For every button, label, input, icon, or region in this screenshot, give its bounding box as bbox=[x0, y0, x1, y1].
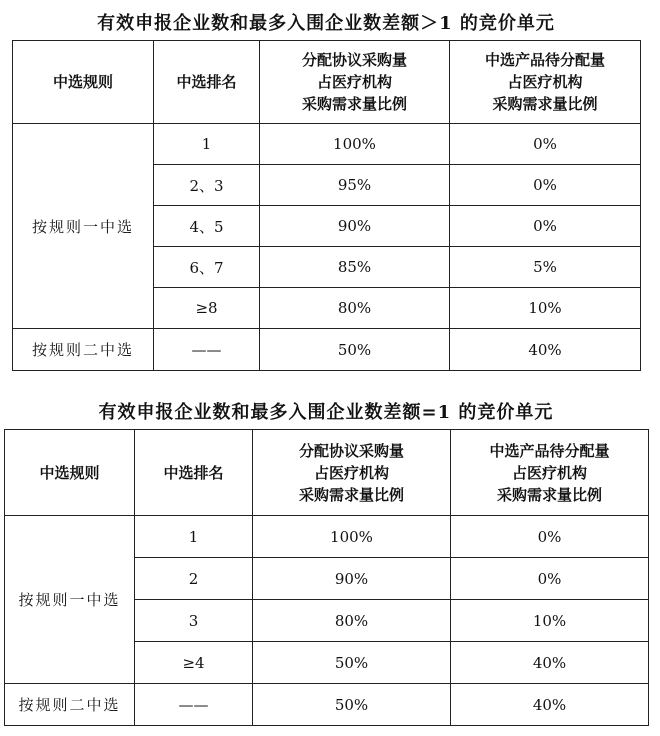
table1-section bbox=[12, 10, 640, 371]
alloc-cell: 50% bbox=[260, 329, 450, 371]
rank-cell: —— bbox=[154, 329, 260, 371]
pending-cell: 5% bbox=[450, 247, 641, 288]
pending-cell: 40% bbox=[450, 329, 641, 371]
rule-two-cell: 按规则二中选 bbox=[13, 329, 154, 371]
rank-cell: 4、5 bbox=[154, 206, 260, 247]
rank-cell: —— bbox=[135, 684, 253, 726]
rule-one-cell: 按规则一中选 bbox=[13, 124, 154, 329]
rule-one-cell: 按规则一中选 bbox=[5, 516, 135, 684]
alloc-cell: 50% bbox=[253, 642, 451, 684]
alloc-cell: 80% bbox=[260, 288, 450, 329]
alloc-cell: 80% bbox=[253, 600, 451, 642]
table-row bbox=[5, 684, 649, 726]
rank-cell: 2、3 bbox=[154, 165, 260, 206]
pending-cell: 10% bbox=[450, 288, 641, 329]
pending-cell: 0% bbox=[450, 165, 641, 206]
rank-cell: 3 bbox=[135, 600, 253, 642]
header-rule: 中选规则 bbox=[5, 430, 135, 516]
header-pending-ratio: 中选产品待分配量 占医疗机构 采购需求量比例 bbox=[451, 430, 649, 516]
rule-two-cell: 按规则二中选 bbox=[5, 684, 135, 726]
alloc-cell: 85% bbox=[260, 247, 450, 288]
table2 bbox=[4, 429, 649, 726]
header-pending-ratio: 中选产品待分配量 占医疗机构 采购需求量比例 bbox=[450, 41, 641, 124]
rank-cell: 6、7 bbox=[154, 247, 260, 288]
rank-cell: 1 bbox=[135, 516, 253, 558]
header-alloc-ratio: 分配协议采购量 占医疗机构 采购需求量比例 bbox=[260, 41, 450, 124]
pending-cell: 0% bbox=[450, 206, 641, 247]
table1 bbox=[12, 40, 641, 371]
header-rank: 中选排名 bbox=[135, 430, 253, 516]
header-rule: 中选规则 bbox=[13, 41, 154, 124]
alloc-cell: 90% bbox=[260, 206, 450, 247]
pending-cell: 0% bbox=[451, 516, 649, 558]
header-rank: 中选排名 bbox=[154, 41, 260, 124]
rank-cell: 1 bbox=[154, 124, 260, 165]
alloc-cell: 90% bbox=[253, 558, 451, 600]
table-row bbox=[13, 124, 641, 165]
table2-section bbox=[4, 399, 648, 726]
alloc-cell: 100% bbox=[260, 124, 450, 165]
alloc-cell: 95% bbox=[260, 165, 450, 206]
alloc-cell: 100% bbox=[253, 516, 451, 558]
pending-cell: 0% bbox=[451, 558, 649, 600]
table-row bbox=[13, 329, 641, 371]
table2-title: 有效申报企业数和最多入围企业数差额=1 的竞价单元 bbox=[98, 402, 554, 423]
rank-cell: ≥8 bbox=[154, 288, 260, 329]
table2-header-row bbox=[5, 430, 649, 516]
rank-cell: ≥4 bbox=[135, 642, 253, 684]
pending-cell: 10% bbox=[451, 600, 649, 642]
table1-header-row bbox=[13, 41, 641, 124]
pending-cell: 40% bbox=[451, 642, 649, 684]
pending-cell: 0% bbox=[450, 124, 641, 165]
table1-title: 有效申报企业数和最多入围企业数差额＞1 的竞价单元 bbox=[97, 13, 555, 34]
rank-cell: 2 bbox=[135, 558, 253, 600]
table-row bbox=[5, 516, 649, 558]
header-alloc-ratio: 分配协议采购量 占医疗机构 采购需求量比例 bbox=[253, 430, 451, 516]
pending-cell: 40% bbox=[451, 684, 649, 726]
alloc-cell: 50% bbox=[253, 684, 451, 726]
